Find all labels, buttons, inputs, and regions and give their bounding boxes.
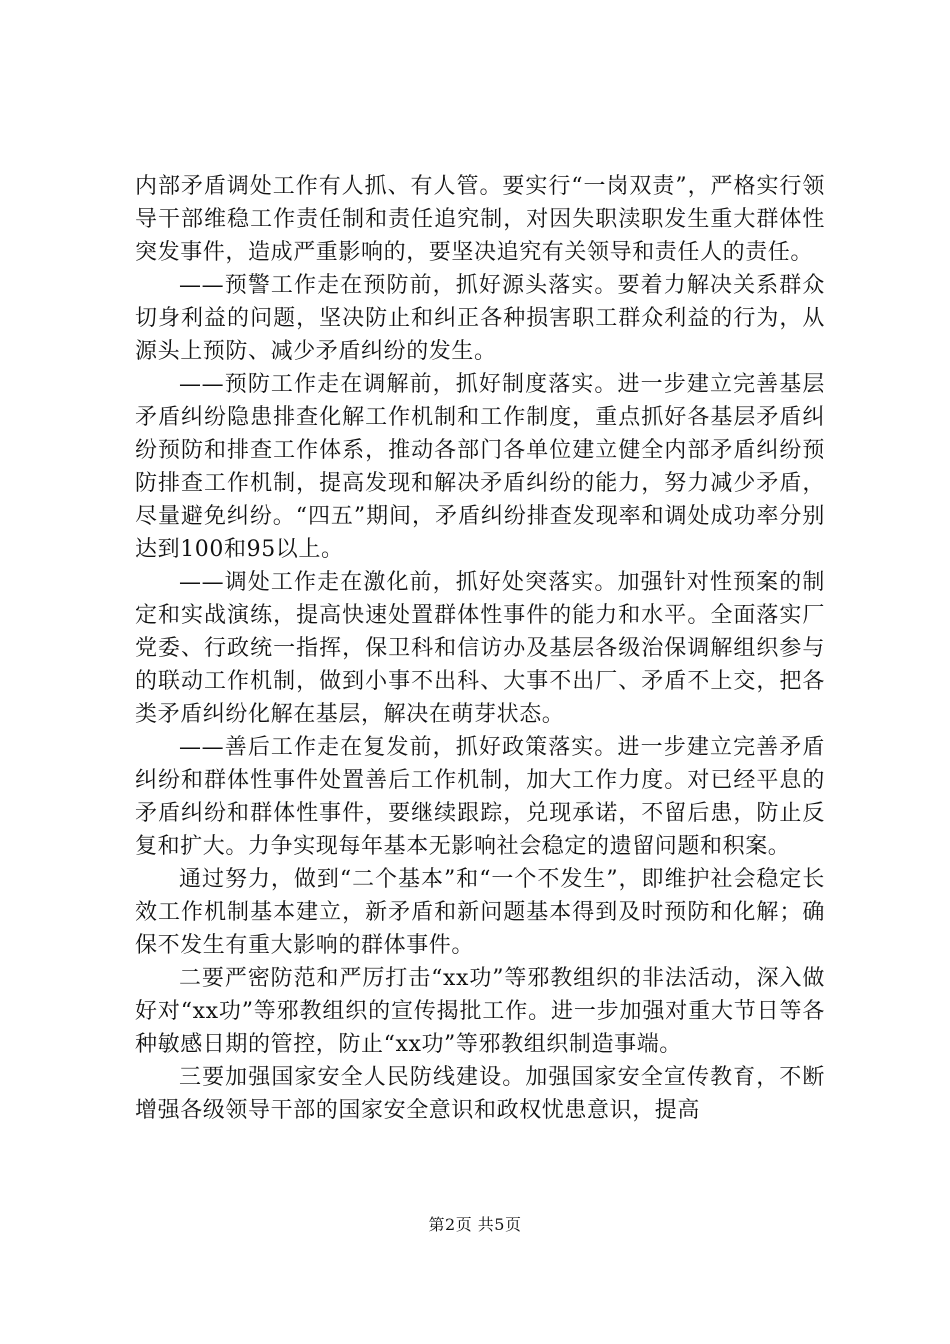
paragraph-6: 通过努力，做到“二个基本”和“一个不发生”，即维护社会稳定长效工作机制基本建立，新矛盾和新问题基本得到及时预防和化解；确保不发生有重大影响的群体事件。 (135, 867, 825, 958)
paragraph-8: 三要加强国家安全人民防线建设。加强国家安全宣传教育，不断增强各级领导干部的国家安全意识和政权忧患意识，提高 (135, 1065, 825, 1123)
paragraph-4: ——调处工作走在激化前，抓好处突落实。加强针对性预案的制定和实战演练，提高快速处置群体性事件的能力和水平。全面落实厂党委、行政统一指挥，保卫科和信访办及基层各级治保调解组织参与的联动工作机制，做到小事不出科、大事不出厂、矛盾不上交，把各类矛盾纠纷化解在基层，解决在萌芽状态。 (135, 570, 825, 727)
page-footer: 第2页 共5页 (428, 1215, 522, 1234)
paragraph-7: 二要严密防范和严厉打击“xx功”等邪教组织的非法活动，深入做好对“xx功”等邪教组织的宣传揭批工作。进一步加强对重大节日等各种敏感日期的管控，防止“xx功”等邪教组织制造事端。 (135, 966, 825, 1057)
paragraph-2: ——预警工作走在预防前，抓好源头落实。要着力解决关系群众切身利益的问题，坚决防止和纠正各种损害职工群众利益的行为，从源头上预防、减少矛盾纠纷的发生。 (135, 273, 825, 364)
paragraph-3: ——预防工作走在调解前，抓好制度落实。进一步建立完善基层矛盾纠纷隐患排查化解工作机制和工作制度，重点抓好各基层矛盾纠纷预防和排查工作体系，推动各部门各单位建立健全内部矛盾纠纷预防排查工作机制，提高发现和解决矛盾纠纷的能力，努力减少矛盾，尽量避免纠纷。“四五”期间，矛盾纠纷排查发现率和调处成功率分别达到100和95以上。 (135, 372, 825, 562)
document-body (135, 170, 825, 1127)
paragraph-5: ——善后工作走在复发前，抓好政策落实。进一步建立完善矛盾纠纷和群体性事件处置善后工作机制，加大工作力度。对已经平息的矛盾纠纷和群体性事件，要继续跟踪，兑现承诺，不留后患，防止反复和扩大。力争实现每年基本无影响社会稳定的遗留问题和积案。 (135, 735, 825, 859)
paragraph-1: 内部矛盾调处工作有人抓、有人管。要实行“一岗双责”，严格实行领导干部维稳工作责任制和责任追究制，对因失职渎职发生重大群体性突发事件，造成严重影响的，要坚决追究有关领导和责任人的责任。 (135, 174, 825, 265)
